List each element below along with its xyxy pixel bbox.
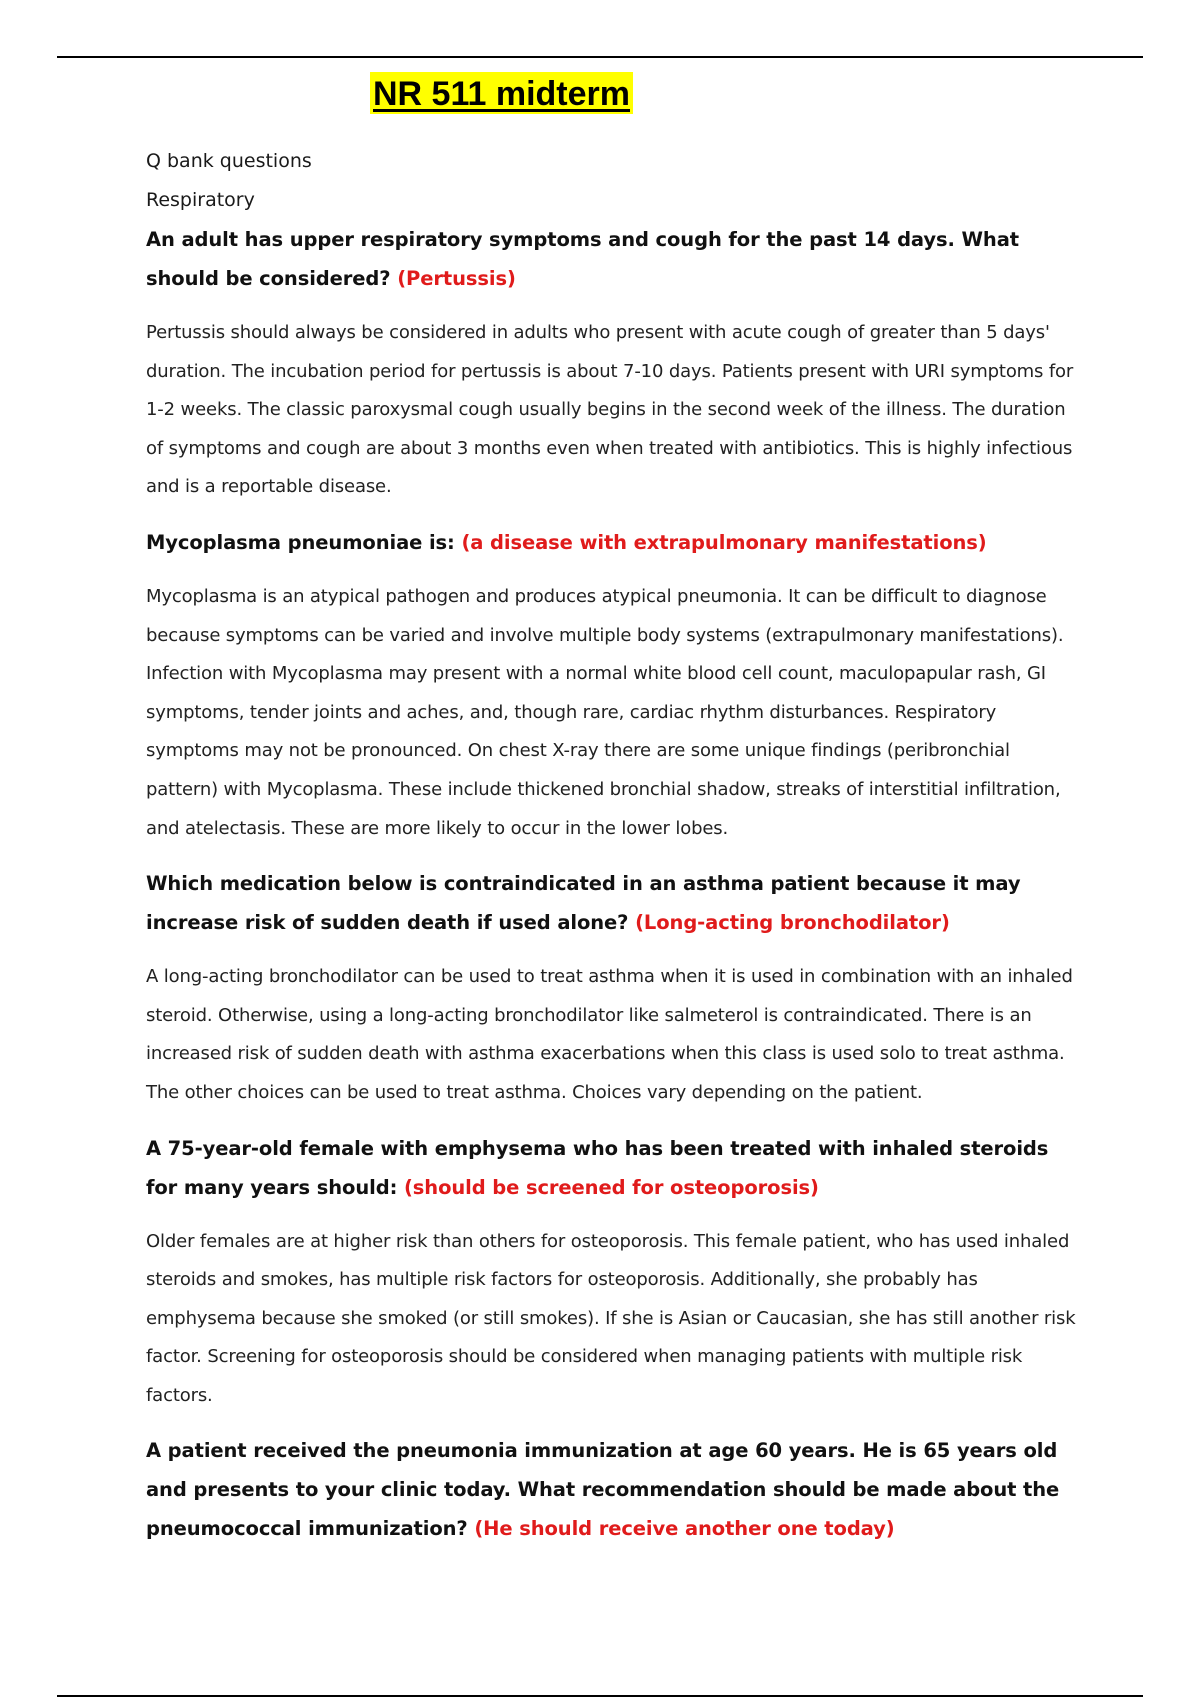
subtitle: Q bank questions <box>146 150 312 172</box>
section-heading: Respiratory <box>146 189 255 211</box>
question-4-text: A 75-year-old female with emphysema who has been treated with inhaled steroids for many years should: <box>146 1136 1049 1199</box>
question-2-text: Mycoplasma pneumoniae is: <box>146 530 455 554</box>
question-2 <box>146 523 1086 562</box>
document-body <box>146 142 1086 1548</box>
explanation-1: Pertussis should always be considered in adults who present with acute cough of greater than 5 days' duration. The incubation period for pertussis is about 7-10 days. Patients present with URI symptoms for 1-2 weeks. The classic paroxysmal cough usually begins in the second week of the illness. The duration of symptoms and cough are about 3 months even when treated with antibiotics. This is highly infectious and is a reportable disease. <box>146 322 1074 498</box>
question-4 <box>146 1129 1086 1207</box>
answer-3: (Long-acting bronchodilator) <box>635 911 950 935</box>
question-1 <box>146 220 1086 298</box>
explanation-4: Older females are at higher risk than others for osteoporosis. This female patient, who has used inhaled steroids and smokes, has multiple risk factors for osteoporosis. Additionally, she probably has emphysema because she smoked (or still smokes). If she is Asian or Caucasian, she has still another risk factor. Screening for osteoporosis should be considered when managing patients with multiple risk factors. <box>146 1230 1076 1406</box>
question-3-text: Which medication below is contraindicated in an asthma patient because it may increase risk of sudden death if used alone? <box>146 872 1021 935</box>
question-1-text: An adult has upper respiratory symptoms and cough for the past 14 days. What should be considered? <box>146 228 1019 290</box>
answer-2: (a disease with extrapulmonary manifestations) <box>461 530 987 554</box>
top-rule <box>57 56 1143 58</box>
question-5 <box>146 1431 1086 1548</box>
answer-1: (Pertussis) <box>397 267 516 290</box>
question-5-text: A patient received the pneumonia immunization at age 60 years. He is 65 years old and presents to your clinic today. What recommendation should be made about the pneumococcal immunization? <box>146 1439 1060 1541</box>
answer-5: (He should receive another one today) <box>474 1517 895 1541</box>
explanation-2: Mycoplasma is an atypical pathogen and produces atypical pneumonia. It can be difficult to diagnose because symptoms can be varied and involve multiple body systems (extrapulmonary manifestations). Infection with Mycoplasma may present with a normal white blood cell count, maculopapular rash, GI symptoms, tender joints and aches, and, though rare, cardiac rhythm disturbances. Respiratory symptoms may not be pronounced. On chest X-ray there are some unique findings (peribronchial pattern) with Mycoplasma. These include thickened bronchial shadow, streaks of interstitial infiltration, and atelectasis. These are more likely to occur in the lower lobes. <box>146 585 1064 839</box>
question-3 <box>146 864 1086 942</box>
bottom-rule <box>57 1695 1143 1697</box>
explanation-3: A long-acting bronchodilator can be used to treat asthma when it is used in combination with an inhaled steroid. Otherwise, using a long-acting bronchodilator like salmeterol is contraindicated. There is an increased risk of sudden death with asthma exacerbations when this class is used solo to treat asthma. The other choices can be used to treat asthma. Choices vary depending on the patient. <box>146 966 1073 1103</box>
page-title: NR 511 midterm <box>370 72 633 114</box>
answer-4: (should be screened for osteoporosis) <box>403 1175 819 1199</box>
